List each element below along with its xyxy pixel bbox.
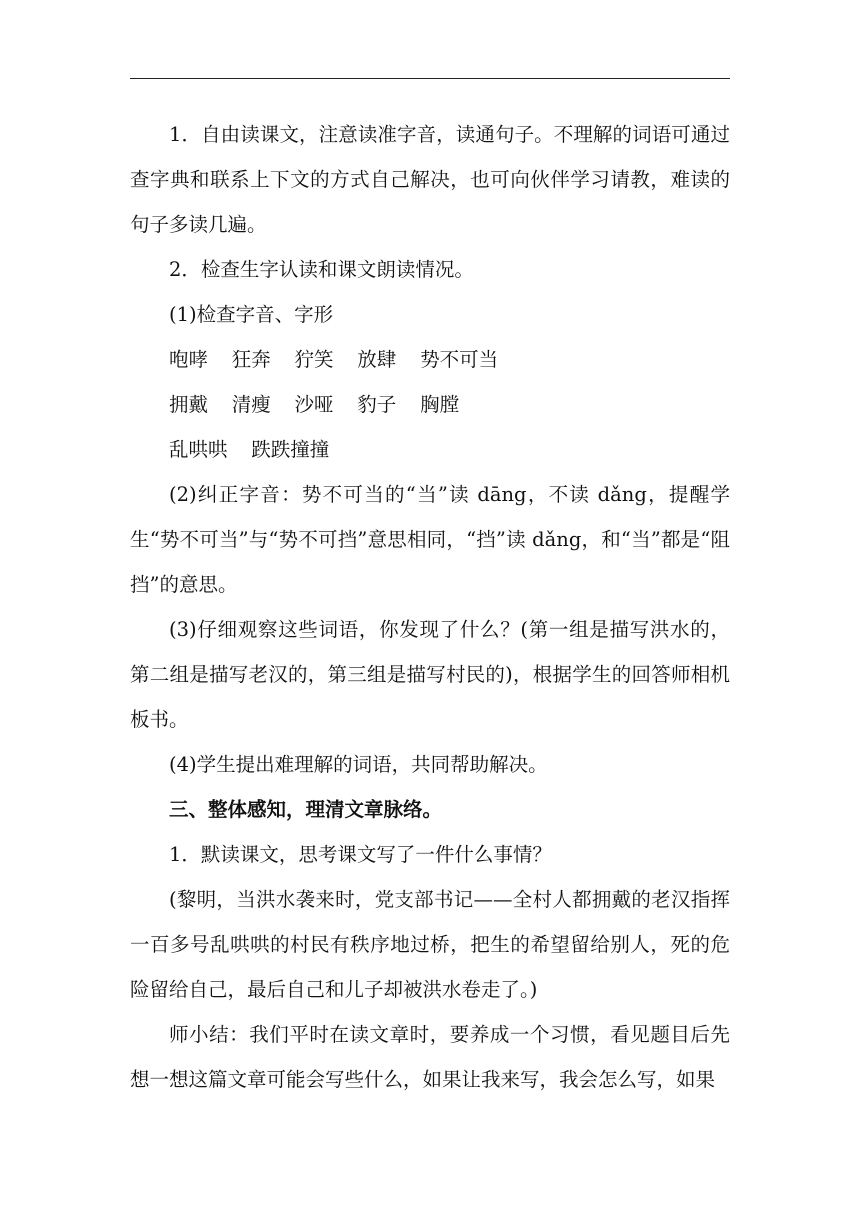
header-rule <box>130 78 730 79</box>
vocab-word: 势不可当 <box>420 348 499 371</box>
vocab-word: 豹子 <box>357 393 397 416</box>
paragraph: 1．默读课文，思考课文写了一件什么事情？ <box>169 843 552 866</box>
vocab-word: 放肆 <box>357 348 397 371</box>
paragraph: (3)仔细观察这些词语，你发现了什么？(第一组是描写洪水的，第二组是描写老汉的，第三组是描写村民的)，根据学生的回答师相机板书。 <box>130 618 730 731</box>
paragraph: 2．检查生字认读和课文朗读情况。 <box>169 258 474 281</box>
word-group-3 <box>130 427 730 472</box>
vocab-word: 乱哄哄 <box>169 438 228 461</box>
paragraph: (2)纠正字音：势不可当的“当”读 dāng，不读 dǎng，提醒学生“势不可当”与“势不可挡”意思相同，“挡”读 dǎng，和“当”都是“阻挡”的意思。 <box>130 483 730 596</box>
word-group-2 <box>130 382 730 427</box>
vocab-word: 狂奔 <box>231 348 271 371</box>
paragraph: 1．自由读课文，注意读准字音，读通句子。不理解的词语可通过查字典和联系上下文的方式自己解决，也可向伙伴学习请教，难读的句子多读几遍。 <box>130 123 730 236</box>
vocab-word: 胸膛 <box>420 393 460 416</box>
paragraph: (黎明，当洪水袭来时，党支部书记——全村人都拥戴的老汉指挥一百多号乱哄哄的村民有秩序地过桥，把生的希望留给别人，死的危险留给自己，最后自己和儿子却被洪水卷走了。) <box>130 888 730 1001</box>
vocab-word: 清瘦 <box>231 393 271 416</box>
document-body <box>130 112 730 1102</box>
paragraph: (4)学生提出难理解的词语，共同帮助解决。 <box>169 753 548 776</box>
vocab-word: 拥戴 <box>169 393 209 416</box>
paragraph: (1)检查字音、字形 <box>169 303 334 326</box>
section-heading: 三、整体感知，理清文章脉络。 <box>169 798 443 821</box>
vocab-word: 咆哮 <box>169 348 209 371</box>
paragraph: 师小结：我们平时在读文章时，要养成一个习惯，看见题目后先想一想这篇文章可能会写些什么，如果让我来写，我会怎么写，如果 <box>130 1023 730 1091</box>
vocab-word: 狞笑 <box>294 348 334 371</box>
word-group-1 <box>130 337 730 382</box>
vocab-word: 沙哑 <box>294 393 334 416</box>
vocab-word: 跌跌撞撞 <box>251 438 330 461</box>
